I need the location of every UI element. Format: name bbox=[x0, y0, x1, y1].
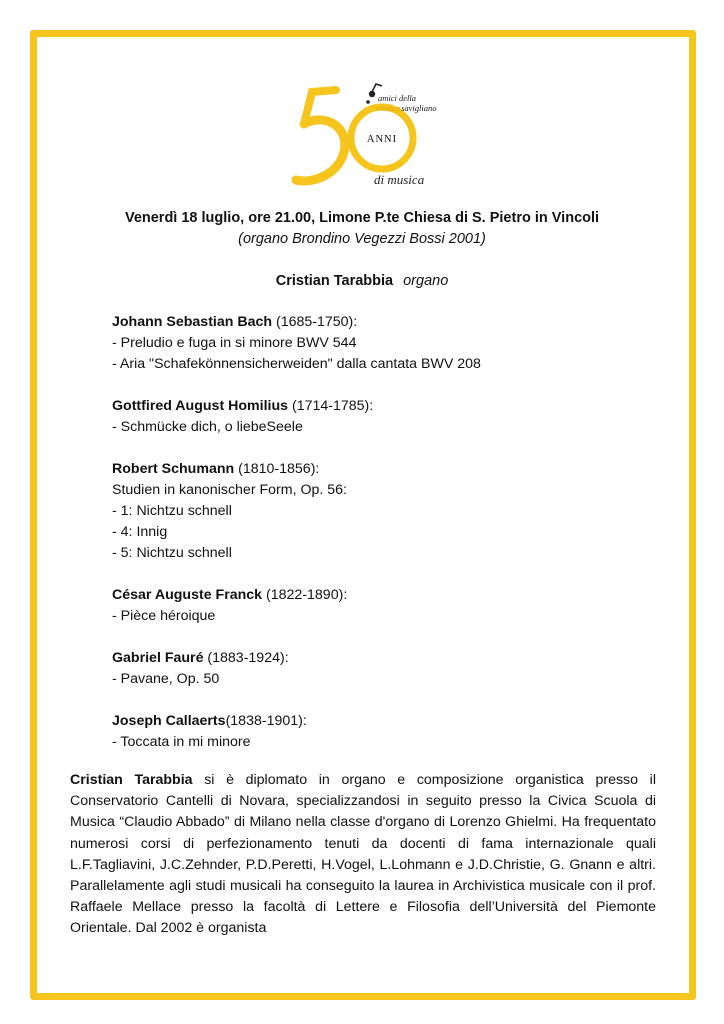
composer-dates: (1883-1924): bbox=[203, 650, 289, 666]
logo-org-line2: musicasavigliano bbox=[376, 103, 437, 113]
composer-name: Robert Schumann bbox=[112, 461, 235, 477]
logo-50-anni bbox=[290, 80, 450, 192]
composer-heading bbox=[112, 648, 652, 669]
program-item-callaerts bbox=[112, 711, 652, 753]
composer-dates: (1685-1750): bbox=[272, 314, 358, 330]
composer-name: Gottfired August Homilius bbox=[112, 398, 289, 414]
concert-program bbox=[112, 312, 652, 774]
logo-five-shape bbox=[296, 90, 345, 181]
program-item-franck bbox=[112, 585, 652, 627]
program-item-bach bbox=[112, 312, 652, 375]
program-item-faure bbox=[112, 648, 652, 690]
composer-name: Gabriel Fauré bbox=[112, 650, 204, 666]
performer-name: Cristian Tarabbia bbox=[275, 273, 394, 289]
composer-name: Joseph Callaerts bbox=[112, 713, 226, 729]
logo-anni: ANNI bbox=[366, 134, 398, 145]
program-item-homilius bbox=[112, 396, 652, 438]
program-line: - Aria "Schafekönnensicherweiden" dalla cantata BWV 208 bbox=[112, 356, 481, 372]
composer-name: Johann Sebastian Bach bbox=[112, 314, 273, 330]
composer-heading bbox=[112, 585, 652, 606]
performer-biography bbox=[70, 770, 656, 940]
program-line: Studien in kanonischer Form, Op. 56: bbox=[112, 482, 348, 498]
event-organ-note: (organo Brondino Vegezzi Bossi 2001) bbox=[238, 231, 486, 247]
composer-dates: (1810-1856): bbox=[234, 461, 320, 477]
program-line: - 5: Nichtzu schnell bbox=[112, 545, 232, 561]
logo-tagline: di musica bbox=[374, 172, 425, 187]
event-header bbox=[40, 208, 684, 250]
composer-dates: (1822-1890): bbox=[262, 587, 348, 603]
logo-org-line1: amici della bbox=[378, 93, 417, 103]
program-line: - 1: Nichtzu schnell bbox=[112, 503, 232, 519]
program-line: - Schmücke dich, o liebeSeele bbox=[112, 419, 303, 435]
program-line: - Pavane, Op. 50 bbox=[112, 671, 220, 687]
program-line: - Toccata in mi minore bbox=[112, 734, 251, 750]
performer-line bbox=[40, 273, 684, 289]
program-line: - Preludio e fuga in si minore BWV 544 bbox=[112, 335, 357, 351]
program-item-schumann bbox=[112, 459, 652, 564]
composer-dates: (1838-1901): bbox=[225, 713, 307, 729]
composer-heading bbox=[112, 312, 652, 333]
composer-heading bbox=[112, 459, 652, 480]
composer-name: César Auguste Franck bbox=[112, 587, 263, 603]
bio-performer-name: Cristian Tarabbia bbox=[70, 772, 193, 788]
composer-dates: (1714-1785): bbox=[288, 398, 374, 414]
composer-heading bbox=[112, 711, 652, 732]
event-date-location: Venerdì 18 luglio, ore 21.00, Limone P.te Chiesa di S. Pietro in Vincoli bbox=[124, 210, 600, 226]
program-line: - Pièce héroique bbox=[112, 608, 216, 624]
program-line: - 4: Innig bbox=[112, 524, 168, 540]
bio-text: si è diplomato in organo e composizione organistica presso il Conservatorio Cantelli di Novara, specializzandosi in seguito presso la Civica Scuola di Musica “Claudio Abbado” di Milano nella classe d'organo di Lorenzo Ghielmi. Ha frequentato numerosi corsi di perfezionamento tenuti da docenti di fama internazionale quali L.F.Tagliavini, J.C.Zehnder, P.D.Peretti, H.Vogel, L.Lohmann e J.D.Christie, G. Gnann e altri. Parallelamente agli studi musicali ha conseguito la laurea in Archivistica musicale con il prof. Raffaele Mellace presso la facoltà di Lettere e Filosofia dell’Università del Piemonte Orientale. Dal 2002 è organista bbox=[70, 772, 656, 937]
composer-heading bbox=[112, 396, 652, 417]
performer-role: organo bbox=[403, 273, 449, 289]
